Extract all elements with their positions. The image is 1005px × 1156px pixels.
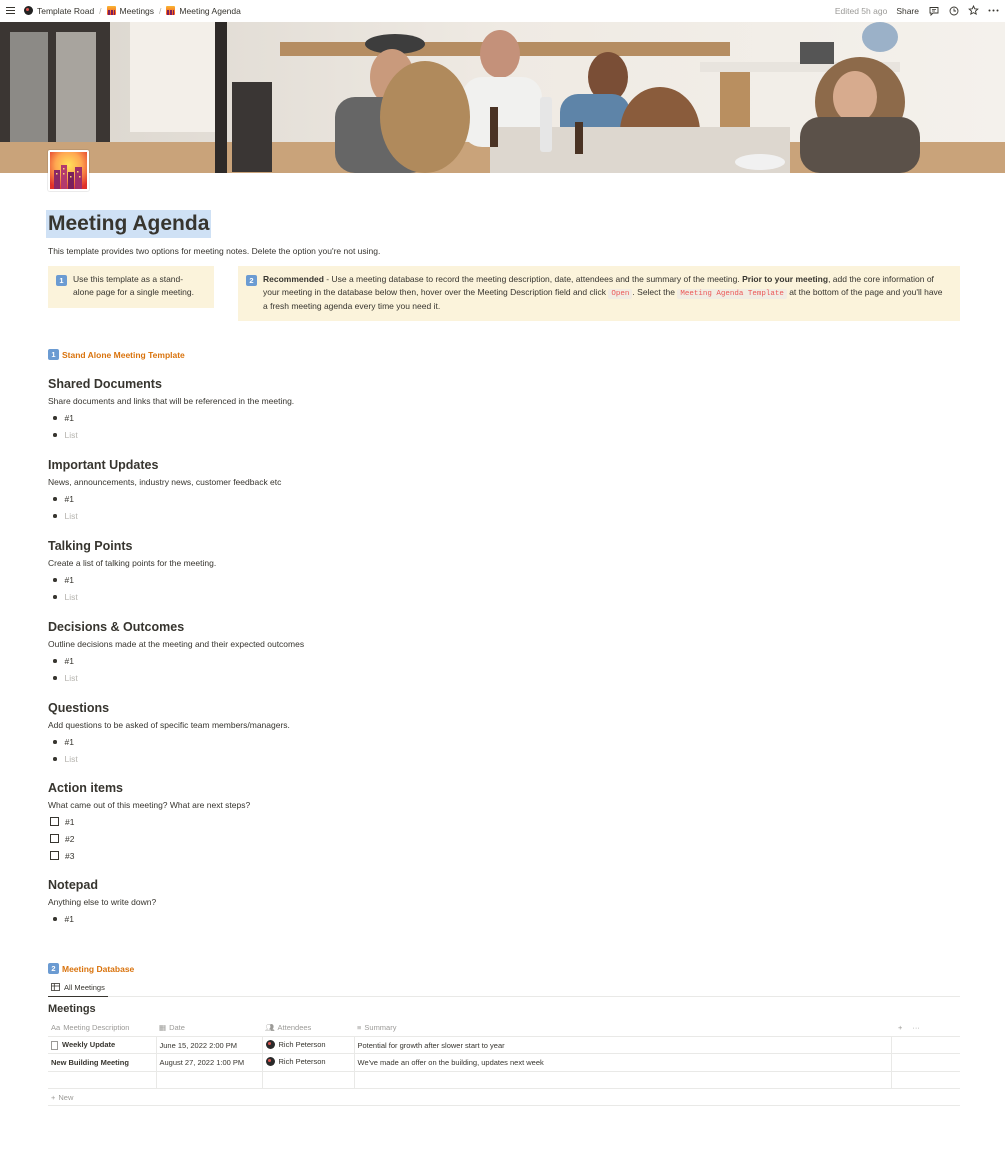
cover-image [0, 22, 1005, 173]
todo-item [48, 830, 960, 847]
list-placeholder[interactable]: List [48, 507, 960, 524]
tab-label: All Meetings [64, 982, 105, 992]
todo-label[interactable]: #3 [65, 850, 75, 861]
section-shared-documents [48, 377, 960, 443]
callout-text-part: . Select the [632, 287, 678, 297]
list-item[interactable]: #1 [48, 733, 960, 750]
cell-date[interactable]: June 15, 2022 2:00 PM [156, 1036, 262, 1054]
breadcrumb-label: Meetings [119, 5, 155, 16]
database-view-tabs [48, 979, 960, 997]
section-heading: Important Updates [48, 458, 159, 473]
tab-all-meetings[interactable] [48, 979, 108, 997]
share-button[interactable]: Share [896, 5, 919, 16]
section-heading: Questions [48, 701, 110, 716]
cell-empty[interactable] [354, 1071, 891, 1089]
breadcrumb-template-road[interactable] [24, 6, 94, 16]
page-title[interactable]: Meeting Agenda [46, 210, 211, 238]
database-link-label: Meeting Database [62, 963, 135, 974]
table-view-icon [51, 983, 60, 991]
checkbox[interactable] [50, 817, 59, 826]
callout-recommended [238, 266, 960, 321]
section-heading: Talking Points [48, 539, 133, 554]
meetings-table [48, 1019, 960, 1089]
list-item[interactable]: #1 [48, 409, 960, 426]
more-options-icon[interactable] [988, 5, 999, 16]
column-more-icon[interactable]: ··· [912, 1023, 920, 1032]
edited-status: Edited 5h ago [834, 5, 888, 16]
menu-icon[interactable] [6, 7, 15, 14]
number-two-icon: 2 [48, 963, 59, 974]
column-label: Date [169, 1023, 185, 1032]
cell-empty[interactable] [262, 1071, 354, 1089]
table-row-empty[interactable] [48, 1071, 960, 1089]
column-header-description[interactable] [48, 1019, 156, 1036]
callout-text-part: at the bottom of the page and you'll have a fresh meeting agenda every time you need it. [263, 287, 943, 312]
column-header-summary[interactable] [354, 1019, 891, 1036]
cell-date[interactable]: August 27, 2022 1:00 PM [156, 1054, 262, 1072]
section-heading: Decisions & Outcomes [48, 620, 185, 635]
page-icon-city[interactable] [48, 150, 89, 191]
table-row[interactable] [48, 1036, 960, 1054]
standalone-link-label: Stand Alone Meeting Template [62, 349, 185, 360]
cell-attendees[interactable] [262, 1036, 354, 1054]
attendee-name: Rich Peterson [278, 1057, 326, 1066]
list-item[interactable]: #1 [48, 490, 960, 507]
callout-text [263, 273, 948, 315]
page-content [48, 210, 960, 1106]
add-column-icon[interactable]: + [898, 1023, 903, 1032]
cell-empty [891, 1036, 960, 1054]
text-property-icon: Aa [51, 1023, 61, 1032]
cell-summary[interactable]: Potential for growth after slower start to year [354, 1036, 891, 1054]
cell-description[interactable]: New Building Meeting [48, 1054, 156, 1072]
checkbox[interactable] [50, 834, 59, 843]
callout-text-part: - Use a meeting database to record the meeting description, date, attendees and the summary of the meeting. [323, 274, 743, 285]
callout-text: Use this template as a stand-alone page for a single meeting. [73, 274, 194, 297]
cell-text: Weekly Update [62, 1040, 116, 1050]
section-talking-points [48, 539, 960, 605]
column-label: Attendees [277, 1023, 312, 1032]
plus-icon: + [51, 1092, 56, 1102]
section-heading: Action items [48, 781, 124, 796]
meeting-database-link[interactable] [48, 963, 960, 974]
summary-text-icon: ≡ [357, 1023, 362, 1032]
database-title[interactable]: Meetings [48, 1003, 96, 1016]
cell-description[interactable] [48, 1036, 156, 1054]
cell-empty [891, 1054, 960, 1072]
callout-bold-recommended: Recommended [263, 274, 324, 285]
cell-empty[interactable] [48, 1071, 156, 1089]
column-header-attendees[interactable] [262, 1019, 354, 1036]
table-row[interactable] [48, 1054, 960, 1072]
list-item[interactable]: #1 [48, 652, 960, 669]
section-desc: Share documents and links that will be referenced in the meeting. [48, 396, 295, 407]
new-row-button[interactable] [48, 1089, 960, 1106]
todo-label[interactable]: #1 [65, 816, 75, 827]
column-header-date[interactable] [156, 1019, 262, 1036]
section-questions [48, 701, 960, 767]
calendar-icon: ▦ [159, 1023, 167, 1032]
breadcrumb-separator: / [159, 5, 162, 16]
city-icon [166, 6, 175, 15]
breadcrumb-meeting-agenda[interactable] [166, 6, 240, 16]
list-placeholder[interactable]: List [48, 750, 960, 767]
checkbox[interactable] [50, 851, 59, 860]
page-icon [51, 1041, 58, 1050]
page-intro: This template provides two options for meeting notes. Delete the option you're not using. [48, 246, 381, 257]
todo-label[interactable]: #2 [65, 833, 75, 844]
city-icon [107, 6, 116, 15]
section-important-updates [48, 458, 960, 524]
cell-empty[interactable] [156, 1071, 262, 1089]
avatar [266, 1057, 275, 1066]
cell-empty [891, 1071, 960, 1089]
section-notepad [48, 878, 960, 927]
breadcrumb-label: Template Road [37, 5, 95, 16]
section-desc: Add questions to be asked of specific team members/managers. [48, 720, 290, 731]
number-one-icon: 1 [56, 275, 67, 286]
top-bar [0, 0, 1005, 21]
comment-icon[interactable] [928, 5, 939, 16]
list-placeholder[interactable]: List [48, 669, 960, 686]
column-label: Meeting Description [63, 1023, 130, 1032]
callout-text-part: , add the core information of your meeting in the database below then, hover over the Meeting Description field and click [263, 274, 934, 297]
new-row-label: New [58, 1092, 74, 1102]
section-desc: Anything else to write down? [48, 897, 157, 908]
number-one-icon: 1 [48, 349, 59, 360]
column-header-actions [891, 1019, 960, 1036]
history-clock-icon[interactable] [948, 5, 959, 16]
section-heading: Notepad [48, 878, 98, 893]
breadcrumb-separator: / [99, 5, 102, 16]
template-road-logo-icon [24, 6, 33, 15]
list-placeholder[interactable]: List [48, 426, 960, 443]
todo-item [48, 813, 960, 830]
section-desc: Outline decisions made at the meeting and their expected outcomes [48, 639, 305, 650]
column-label: Summary [364, 1023, 397, 1032]
number-two-icon: 2 [246, 275, 257, 286]
cell-summary[interactable]: We've made an offer on the building, updates next week [354, 1054, 891, 1072]
section-action-items [48, 781, 960, 864]
callout-standalone [48, 266, 214, 308]
standalone-template-link[interactable] [48, 349, 960, 360]
todo-item [48, 847, 960, 864]
favorite-star-icon[interactable] [968, 5, 979, 16]
list-item[interactable]: #1 [48, 910, 960, 927]
section-desc: What came out of this meeting? What are next steps? [48, 800, 251, 811]
callout-bold-prior: Prior to your meeting [742, 274, 829, 285]
section-heading: Shared Documents [48, 377, 162, 392]
list-placeholder[interactable]: List [48, 588, 960, 605]
callouts [48, 266, 960, 321]
section-desc: News, announcements, industry news, customer feedback etc [48, 477, 282, 488]
breadcrumb-label: Meeting Agenda [179, 5, 241, 16]
code-open: Open [608, 289, 632, 299]
list-item[interactable]: #1 [48, 571, 960, 588]
cell-attendees[interactable] [262, 1054, 354, 1072]
avatar [266, 1040, 275, 1049]
section-decisions-outcomes [48, 620, 960, 686]
people-icon: 👥︎ [265, 1023, 275, 1032]
section-desc: Create a list of talking points for the meeting. [48, 558, 217, 569]
code-template: Meeting Agenda Template [677, 289, 787, 299]
attendee-name: Rich Peterson [278, 1039, 326, 1049]
breadcrumb-meetings[interactable] [107, 6, 155, 16]
